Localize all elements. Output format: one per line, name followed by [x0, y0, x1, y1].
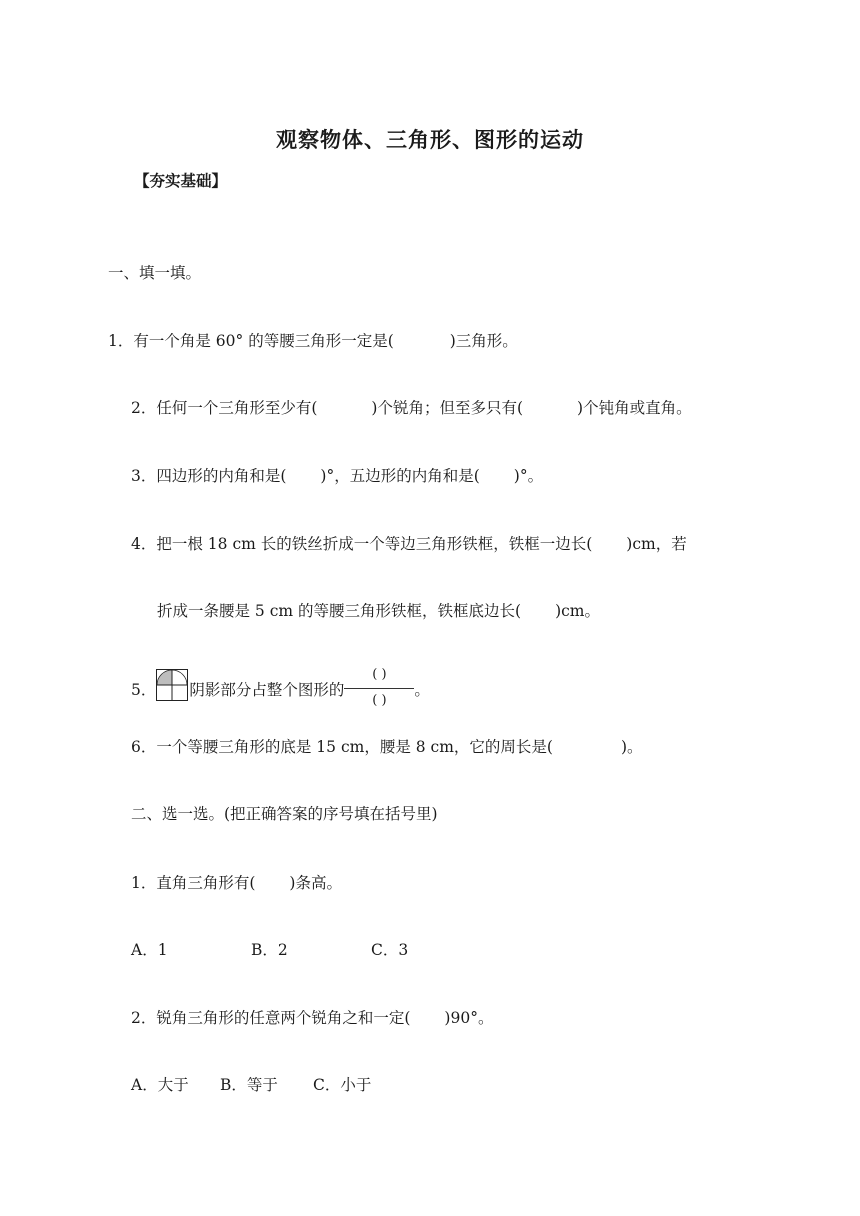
- question-text: )cm。: [555, 602, 601, 620]
- question-text: 折成一条腰是 5 cm 的等腰三角形铁框，铁框底边长(: [157, 602, 522, 620]
- option-b[interactable]: B．2: [251, 941, 288, 959]
- question-text: )90°。: [444, 1009, 494, 1027]
- question-2-2: [131, 1008, 493, 1028]
- section-label: 【夯实基础】: [134, 172, 228, 190]
- question-1-4: [131, 534, 687, 554]
- question-text: 。: [414, 681, 430, 699]
- question-1-1: [108, 331, 518, 351]
- question-text: 1．有一个角是 60° 的等腰三角形一定是(: [108, 332, 394, 350]
- fraction-answer[interactable]: [344, 667, 414, 711]
- question-text: 4．把一根 18 cm 长的铁丝折成一个等边三角形铁框，铁框一边长(: [131, 535, 593, 553]
- option-c[interactable]: C．小于: [313, 1076, 372, 1094]
- option-b[interactable]: B．等于: [220, 1076, 278, 1094]
- question-text: )个锐角；但至多只有(: [371, 399, 524, 417]
- question-2-1: [131, 873, 342, 893]
- part1-heading: 一、填一填。: [108, 264, 202, 282]
- question-text: )cm，若: [626, 535, 687, 553]
- question-text: 3．四边形的内角和是(: [131, 467, 287, 485]
- fraction-numerator: ( ): [372, 667, 387, 682]
- question-1-2: [131, 398, 692, 418]
- question-1-3: [131, 466, 543, 486]
- fraction-bar: [344, 688, 414, 689]
- question-1-6: [131, 737, 643, 757]
- option-c[interactable]: C．3: [371, 941, 409, 959]
- question-text: )°。: [513, 467, 544, 485]
- question-1-5: [131, 669, 430, 713]
- shaded-square-figure: [156, 669, 188, 701]
- question-text: )条高。: [289, 874, 342, 892]
- question-text: 2．锐角三角形的任意两个锐角之和一定(: [131, 1009, 411, 1027]
- question-text: 6．一个等腰三角形的底是 15 cm，腰是 8 cm，它的周长是(: [131, 738, 553, 756]
- question-text: 2．任何一个三角形至少有(: [131, 399, 318, 417]
- question-number: 5．: [131, 681, 157, 699]
- question-text: 阴影部分占整个图形的: [189, 681, 345, 699]
- fraction-denominator: ( ): [372, 693, 387, 708]
- option-a[interactable]: A．大于: [131, 1076, 189, 1094]
- question-text: )三角形。: [449, 332, 518, 350]
- question-text: 1．直角三角形有(: [131, 874, 256, 892]
- part2-heading: 二、选一选。(把正确答案的序号填在括号里): [131, 805, 438, 823]
- option-a[interactable]: A．1: [131, 941, 168, 959]
- question-1-4-continued: [157, 601, 600, 621]
- question-text: )个钝角或直角。: [577, 399, 692, 417]
- question-text: )。: [620, 738, 643, 756]
- page-title: 观察物体、三角形、图形的运动: [276, 128, 584, 152]
- question-text: )°，五边形的内角和是(: [320, 467, 480, 485]
